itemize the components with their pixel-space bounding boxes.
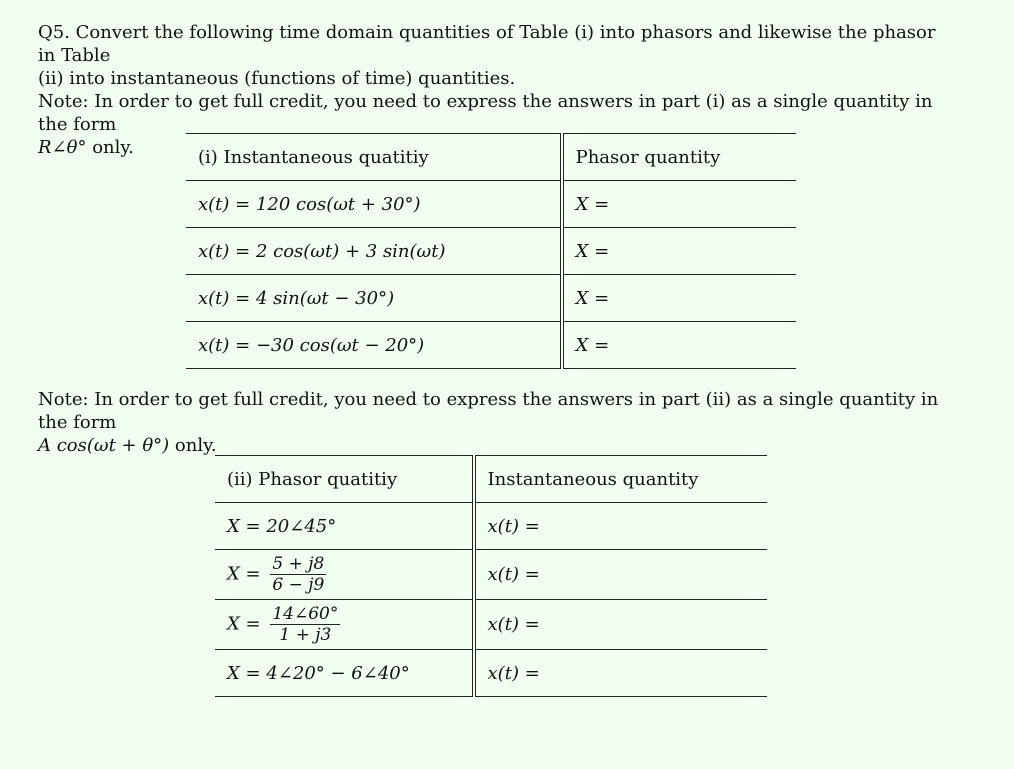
table-i-row-1-right: X = [575,193,610,215]
row-3-prefix: X = [227,613,261,635]
table-i-row-2-right: X = [575,240,610,262]
question-line-1: Q5. Convert the following time domain quantities of Table (i) into phasors and likewise the phasor in Table [38,22,936,66]
note-part-ii-block [38,388,958,457]
table-ii-header [215,456,767,503]
table-i-row-2-left: x(t) = 2 cos(ωt) + 3 sin(ωt) [186,228,562,275]
table-i-row-1-left: x(t) = 120 cos(ωt + 30°) [186,181,562,228]
table-ii-row-2-right: x(t) = [487,564,540,585]
table-row [186,181,796,228]
note-part-ii: Note: In order to get full credit, you need to express the answers in part (ii) as a single quantity in the form [38,389,939,433]
table-ii-row-1-right: x(t) = [487,515,540,537]
fraction-denominator: 1 + j3 [279,625,332,645]
note-part-i: Note: In order to get full credit, you need to express the answers in part (i) as a single quantity in the form [38,91,933,135]
table-ii [215,455,767,697]
fraction-denominator: 6 − j9 [272,575,325,595]
table-i-header-right: Phasor quantity [575,146,721,168]
table-ii-row-3-right: x(t) = [487,614,540,635]
table-ii-row-2-left [215,550,474,600]
table-row [186,228,796,275]
table-i-row-4-left: x(t) = −30 cos(ωt − 20°) [186,322,562,369]
table-ii-row-1-left: X = 20∠45° [215,503,474,550]
table-ii-row-4-right: x(t) = [487,662,540,684]
table-i [186,133,796,369]
note-part-ii-form [38,434,958,457]
table-row [186,275,796,322]
fraction [270,554,326,595]
only-text-2: only. [169,435,217,456]
form-r-angle-theta: R∠θ° [38,137,87,158]
table-ii-row-4-left: X = 4∠20° − 6∠40° [215,650,474,697]
table-row [215,550,767,600]
fraction-numerator: 5 + j8 [272,554,325,574]
table-ii-row-3-left [215,600,474,650]
table-i-row-3-right: X = [575,287,610,309]
fraction [270,604,340,645]
question-line-2: (ii) into instantaneous (functions of time) quantities. [38,68,516,89]
row-2-prefix: X = [227,563,261,585]
form-a-cos: A cos(ωt + θ°) [38,435,170,456]
table-i-header-left: (i) Instantaneous quatitiy [186,134,562,181]
table-i-row-3-left: x(t) = 4 sin(ωt − 30°) [186,275,562,322]
table-row [215,503,767,550]
table-row [215,600,767,650]
table-i-header [186,134,796,181]
only-text-1: only. [86,137,134,158]
table-i-row-4-right: X = [575,334,610,356]
table-row [186,322,796,369]
table-ii-header-right: Instantaneous quantity [487,468,699,490]
fraction-numerator: 14∠60° [272,604,339,624]
table-ii-header-left: (ii) Phasor quatitiy [215,456,474,503]
table-row [215,650,767,697]
